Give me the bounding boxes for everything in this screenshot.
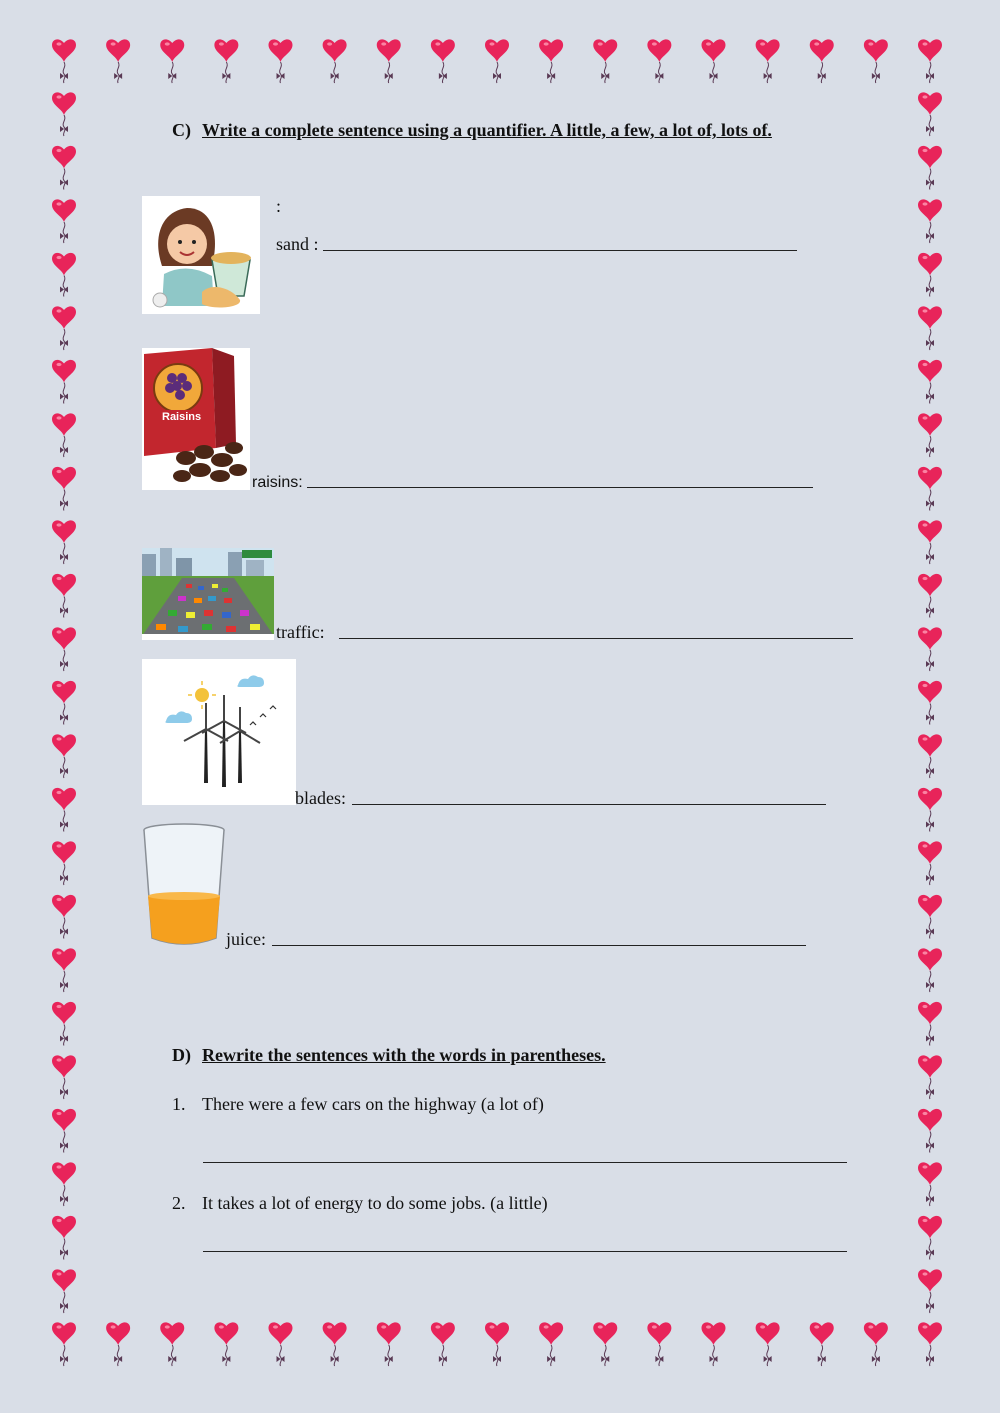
heart-balloon-icon — [918, 948, 942, 992]
heart-balloon-icon — [918, 360, 942, 404]
heart-balloon-icon — [52, 788, 76, 832]
heart-balloon-icon — [756, 39, 780, 83]
raisins-answer-line[interactable] — [307, 487, 813, 488]
heart-balloon-icon — [377, 39, 401, 83]
heart-balloon-icon — [918, 627, 942, 671]
raisins-box-image — [142, 348, 250, 490]
traffic-answer-line[interactable] — [339, 638, 853, 639]
heart-balloon-icon — [593, 1322, 617, 1366]
juice-answer-row — [226, 929, 806, 950]
heart-balloon-icon — [52, 841, 76, 885]
heart-balloon-icon — [269, 39, 293, 83]
heart-balloon-icon — [918, 306, 942, 350]
girl-with-sand-image — [142, 196, 260, 314]
heart-balloon-icon — [756, 1322, 780, 1366]
heart-balloon-icon — [918, 520, 942, 564]
heart-balloon-icon — [214, 1322, 238, 1366]
sand-label: sand : — [276, 234, 319, 254]
heart-balloon-icon — [918, 1269, 942, 1313]
sand-answer-line[interactable] — [323, 250, 797, 251]
heart-balloon-icon — [647, 39, 671, 83]
heart-balloon-icon — [52, 627, 76, 671]
heart-balloon-icon — [485, 1322, 509, 1366]
heart-balloon-icon — [52, 895, 76, 939]
heart-balloon-icon — [918, 1162, 942, 1206]
section-c-title: Write a complete sentence using a quantifier. A little, a few, a lot of, lots of. — [202, 120, 772, 140]
heart-balloon-icon — [52, 306, 76, 350]
rewrite-item-2 — [172, 1193, 548, 1214]
rewrite-item-1-answer-line[interactable] — [203, 1162, 847, 1163]
heart-balloon-icon — [918, 92, 942, 136]
heart-balloon-icon — [918, 1109, 942, 1153]
heart-balloon-icon — [377, 1322, 401, 1366]
heart-balloon-icon — [160, 1322, 184, 1366]
heart-balloon-icon — [918, 895, 942, 939]
heart-balloon-icon — [918, 146, 942, 190]
juice-answer-line[interactable] — [272, 945, 806, 946]
heart-balloon-icon — [52, 360, 76, 404]
rewrite-item-2-text: It takes a lot of energy to do some jobs. (a little) — [202, 1193, 548, 1213]
heart-balloon-icon — [485, 39, 509, 83]
heart-balloon-icon — [106, 1322, 130, 1366]
blades-answer-row — [295, 788, 826, 809]
heart-balloon-icon — [539, 39, 563, 83]
heart-balloon-icon — [864, 1322, 888, 1366]
heart-balloon-icon — [918, 1055, 942, 1099]
section-d-title: Rewrite the sentences with the words in parentheses. — [202, 1045, 606, 1065]
heart-balloon-icon — [918, 253, 942, 297]
blades-answer-line[interactable] — [352, 804, 826, 805]
heart-balloon-icon — [918, 734, 942, 778]
section-d-heading — [172, 1045, 606, 1066]
heart-balloon-icon — [52, 948, 76, 992]
heart-balloon-icon — [52, 39, 76, 83]
sand-answer-row — [276, 234, 797, 255]
svg-text:Raisins: Raisins — [162, 411, 202, 423]
rewrite-item-1-number: 1. — [172, 1094, 186, 1114]
heart-balloon-icon — [160, 39, 184, 83]
heart-balloon-icon — [52, 1322, 76, 1366]
heart-balloon-icon — [810, 39, 834, 83]
section-c-heading — [172, 120, 772, 141]
heart-balloon-icon — [323, 1322, 347, 1366]
rewrite-item-2-number: 2. — [172, 1193, 186, 1213]
heart-balloon-icon — [702, 1322, 726, 1366]
section-c-letter: C) — [172, 120, 191, 140]
heart-balloon-icon — [918, 681, 942, 725]
heart-balloon-icon — [269, 1322, 293, 1366]
heart-balloon-icon — [52, 574, 76, 618]
heart-balloon-icon — [918, 1002, 942, 1046]
blades-label: blades: — [295, 788, 346, 808]
heart-balloon-icon — [52, 253, 76, 297]
heart-balloon-icon — [918, 413, 942, 457]
heart-balloon-icon — [431, 39, 455, 83]
rewrite-item-1 — [172, 1094, 544, 1115]
raisins-answer-row — [252, 474, 813, 492]
heart-balloon-icon — [918, 39, 942, 83]
traffic-label: traffic: — [276, 622, 325, 642]
heart-balloon-icon — [52, 1269, 76, 1313]
traffic-answer-row — [276, 622, 853, 643]
heart-balloon-icon — [52, 1216, 76, 1260]
heart-balloon-icon — [918, 199, 942, 243]
heart-balloon-icon — [918, 467, 942, 511]
heart-balloon-icon — [52, 520, 76, 564]
heart-balloon-icon — [918, 788, 942, 832]
heart-balloon-icon — [702, 39, 726, 83]
heart-balloon-icon — [810, 1322, 834, 1366]
heart-balloon-icon — [214, 39, 238, 83]
rewrite-item-2-answer-line[interactable] — [203, 1251, 847, 1252]
heart-balloon-icon — [431, 1322, 455, 1366]
wind-turbines-image — [142, 659, 296, 805]
section-c-colon: : — [276, 196, 282, 216]
heart-balloon-icon — [52, 1162, 76, 1206]
heart-balloon-icon — [918, 1216, 942, 1260]
heart-balloon-icon — [52, 413, 76, 457]
heart-balloon-icon — [52, 92, 76, 136]
heart-balloon-icon — [52, 1002, 76, 1046]
heart-balloon-icon — [52, 681, 76, 725]
heart-balloon-icon — [52, 734, 76, 778]
heart-balloon-icon — [864, 39, 888, 83]
heart-balloon-icon — [918, 574, 942, 618]
heart-balloon-icon — [52, 1109, 76, 1153]
section-d-letter: D) — [172, 1045, 191, 1065]
juice-label: juice: — [226, 929, 266, 949]
heart-balloon-icon — [52, 146, 76, 190]
heart-balloon-icon — [52, 199, 76, 243]
heart-balloon-icon — [52, 467, 76, 511]
raisins-label: raisins: — [252, 474, 303, 491]
traffic-image — [142, 548, 274, 640]
heart-balloon-icon — [918, 841, 942, 885]
heart-balloon-icon — [106, 39, 130, 83]
heart-balloon-icon — [539, 1322, 563, 1366]
heart-balloon-icon — [52, 1055, 76, 1099]
rewrite-item-1-text: There were a few cars on the highway (a lot of) — [202, 1094, 544, 1114]
heart-balloon-icon — [647, 1322, 671, 1366]
heart-balloon-icon — [918, 1322, 942, 1366]
heart-balloon-icon — [323, 39, 347, 83]
heart-balloon-icon — [593, 39, 617, 83]
juice-glass-image — [142, 822, 226, 950]
